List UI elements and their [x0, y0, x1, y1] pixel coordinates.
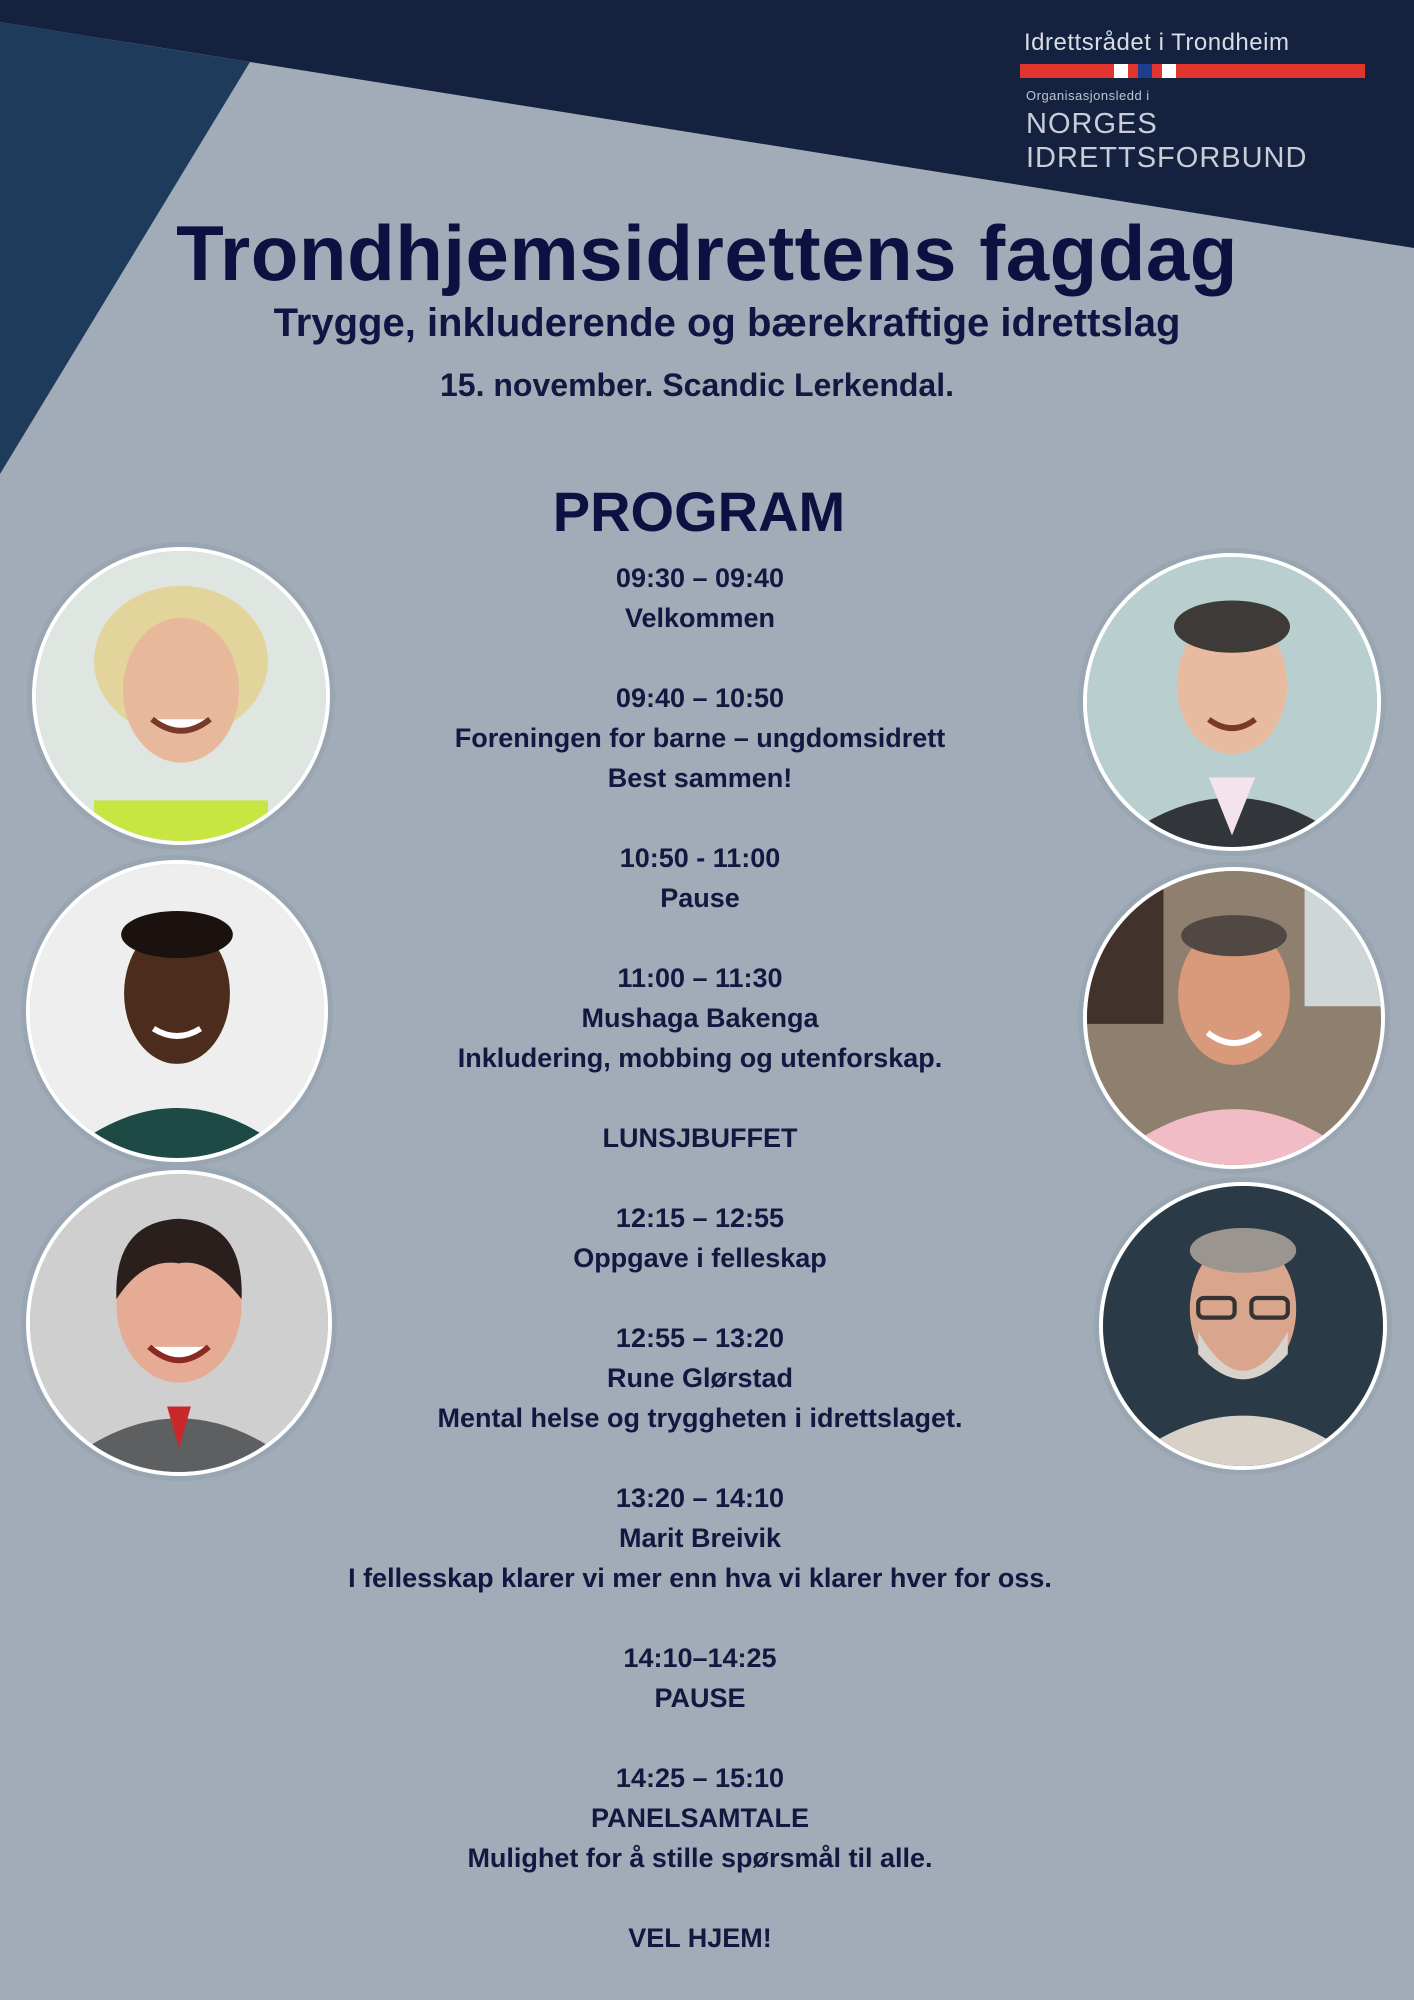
program-speaker: PANELSAMTALE	[591, 1803, 809, 1833]
speaker-photo-icon	[36, 551, 326, 841]
program-topic: Mental helse og tryggheten i idrettslaget.	[437, 1403, 963, 1433]
flag-stripe	[1020, 64, 1365, 78]
program-heading: PROGRAM	[552, 480, 846, 543]
speaker-photo-icon	[1087, 557, 1377, 847]
org-logo	[1020, 28, 1365, 175]
program-time: 09:40 – 10:50	[615, 683, 785, 713]
federation-name-line1: NORGES	[1026, 108, 1158, 140]
speaker-photo-icon	[30, 1174, 328, 1472]
program-item	[0, 1638, 1400, 1718]
event-subtitle: Trygge, inkluderende og bærekraftige idrettslag	[273, 301, 1181, 345]
speaker-photo-icon	[30, 864, 324, 1158]
program-item	[0, 1918, 1400, 1958]
speaker-photo-6	[1099, 1182, 1387, 1470]
program-item	[0, 1478, 1400, 1598]
org-subline: Organisasjonsledd i	[1026, 88, 1150, 103]
program-speaker: Rune Glørstad	[606, 1363, 794, 1393]
flag-white-mark	[1114, 64, 1128, 78]
program-closing: VEL HJEM!	[628, 1923, 772, 1953]
event-title: Trondhjemsidrettens fagdag	[176, 209, 1238, 297]
program-time: 13:20 – 14:10	[615, 1483, 785, 1513]
org-name: Idrettsrådet i Trondheim	[1024, 29, 1290, 56]
program-topic: Pause	[660, 883, 740, 913]
program-topic: Mulighet for å stille spørsmål til alle.	[467, 1843, 933, 1873]
speaker-photo-2	[26, 860, 328, 1162]
program-topic: I fellesskap klarer vi mer enn hva vi klarer hver for oss.	[348, 1563, 1052, 1593]
program-time: 14:25 – 15:10	[615, 1763, 785, 1793]
program-time: 11:00 – 11:30	[617, 963, 783, 993]
speaker-photo-icon	[1087, 871, 1381, 1165]
program-time: 12:55 – 13:20	[615, 1323, 785, 1353]
speaker-photo-3	[26, 1170, 332, 1476]
program-topic: Inkludering, mobbing og utenforskap.	[457, 1043, 943, 1073]
program-time: 12:15 – 12:55	[615, 1203, 785, 1233]
program-speaker: Marit Breivik	[618, 1523, 782, 1553]
program-time: 14:10–14:25	[623, 1643, 777, 1673]
program-time: 10:50 - 11:00	[619, 843, 781, 873]
event-date-location: 15. november. Scandic Lerkendal.	[440, 367, 954, 403]
program-time: 09:30 – 09:40	[615, 563, 785, 593]
program-item	[0, 1758, 1400, 1878]
program-speaker: Mushaga Bakenga	[581, 1003, 819, 1033]
program-topic: Oppgave i felleskap	[573, 1243, 827, 1273]
program-speaker: Foreningen for barne – ungdomsidrett	[454, 723, 946, 753]
program-break: LUNSJBUFFET	[602, 1123, 798, 1153]
speaker-photo-1	[32, 547, 330, 845]
federation-name-line2: IDRETTSFORBUND	[1026, 142, 1308, 174]
program-topic: Best sammen!	[607, 763, 793, 793]
program-topic: Velkommen	[624, 603, 776, 633]
flag-white-mark	[1162, 64, 1176, 78]
flag-blue-mark	[1138, 64, 1152, 78]
program-topic: PAUSE	[654, 1683, 746, 1713]
speaker-photo-4	[1083, 553, 1381, 851]
speaker-photo-5	[1083, 867, 1385, 1169]
speaker-photo-icon	[1103, 1186, 1383, 1466]
